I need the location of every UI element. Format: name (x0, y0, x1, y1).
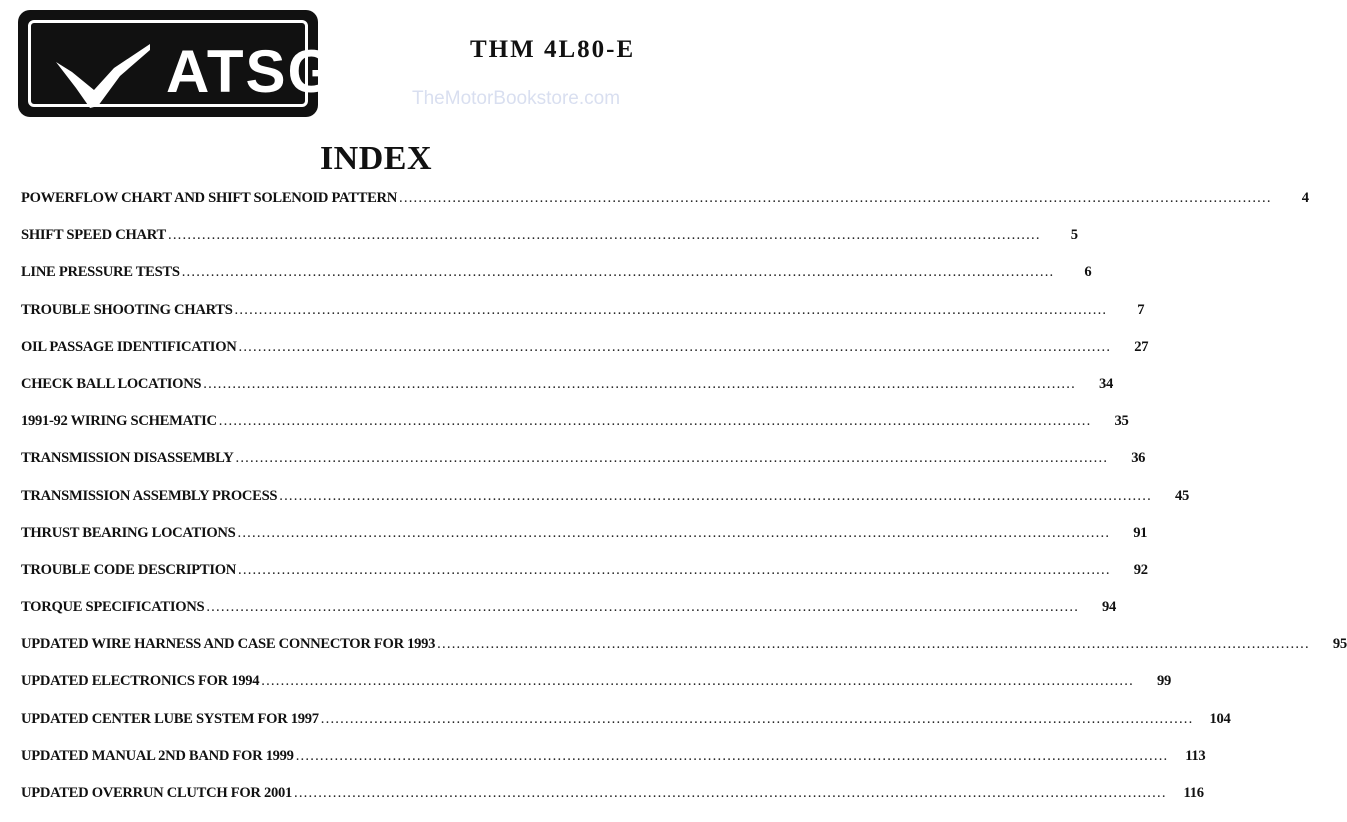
toc-entry-label: THRUST BEARING LOCATIONS (21, 524, 236, 541)
toc-entry-page: 45 (1174, 487, 1189, 504)
checkmark-icon (18, 10, 337, 117)
toc-dot-leader (238, 339, 1111, 356)
toc-entry (21, 413, 1129, 450)
toc-dot-leader (182, 264, 1055, 281)
toc-entry-page: 104 (1209, 710, 1231, 727)
toc-entry (21, 227, 1078, 264)
document-title: THM 4L80-E (470, 36, 636, 63)
toc-entry (21, 264, 1092, 301)
toc-entry-label: UPDATED WIRE HARNESS AND CASE CONNECTOR FOR 1993 (21, 636, 436, 653)
toc-entry-label: OIL PASSAGE IDENTIFICATION (21, 338, 237, 355)
toc-entry-label: SHIFT SPEED CHART (21, 227, 166, 244)
toc-entry-label: LINE PRESSURE TESTS (21, 264, 180, 281)
toc-dot-leader (206, 599, 1079, 616)
toc-entry-page: 27 (1134, 338, 1149, 355)
logo-text: ATSG (166, 38, 337, 105)
toc-entry-page: 92 (1133, 561, 1148, 578)
watermark: TheMotorBookstore.com (412, 88, 621, 109)
toc-entry-page: 99 (1156, 673, 1171, 690)
toc-entry-label: 1991-92 WIRING SCHEMATIC (21, 413, 217, 430)
toc-entry (21, 301, 1145, 339)
toc-dot-leader (203, 376, 1076, 393)
toc-dot-leader (294, 785, 1167, 802)
toc-dot-leader (238, 562, 1111, 579)
toc-entry-page: 7 (1137, 301, 1145, 318)
toc-entry (21, 190, 1309, 227)
toc-entry-page: 36 (1131, 450, 1146, 467)
toc-entry-page: 34 (1098, 375, 1113, 392)
toc-entry (21, 636, 1347, 673)
toc-dot-leader (279, 488, 1152, 505)
toc-entry (21, 599, 1117, 636)
toc-entry-label: UPDATED MANUAL 2ND BAND FOR 1999 (21, 747, 294, 764)
toc-dot-leader (168, 227, 1041, 244)
toc-entry (21, 747, 1206, 785)
toc-entry (21, 487, 1189, 525)
toc-entry-label: CHECK BALL LOCATIONS (21, 375, 202, 392)
toc-entry-page: 116 (1183, 785, 1204, 801)
toc-entry-label: TROUBLE SHOOTING CHARTS (21, 301, 233, 318)
toc-dot-leader (235, 450, 1108, 467)
toc-entry-page: 95 (1332, 636, 1347, 653)
toc-entry-page: 5 (1070, 227, 1078, 244)
toc-entry-page: 94 (1102, 599, 1117, 616)
toc-dot-leader (437, 636, 1310, 653)
toc-entry-page: 113 (1185, 747, 1206, 764)
toc-dot-leader (237, 525, 1110, 542)
toc-entry-label: UPDATED ELECTRONICS FOR 1994 (21, 673, 260, 690)
toc-entry-label: TROUBLE CODE DESCRIPTION (21, 561, 236, 578)
toc-entry (21, 524, 1148, 562)
toc-entry (21, 375, 1113, 413)
toc-entry-page: 4 (1301, 190, 1309, 206)
toc-dot-leader (261, 673, 1134, 690)
toc-dot-leader (399, 190, 1272, 207)
toc-entry (21, 450, 1146, 487)
toc-entry-label: TORQUE SPECIFICATIONS (21, 599, 205, 616)
toc-entry-label: POWERFLOW CHART AND SHIFT SOLENOID PATTERN (21, 190, 397, 206)
toc-entry-label: TRANSMISSION DISASSEMBLY (21, 450, 234, 467)
toc-entry-page: 35 (1114, 413, 1129, 430)
toc-dot-leader (321, 711, 1194, 728)
toc-dot-leader (296, 748, 1169, 765)
toc-entry (21, 338, 1149, 376)
toc-entry (21, 710, 1231, 748)
toc-dot-leader (235, 302, 1108, 319)
toc-entry-label: UPDATED OVERRUN CLUTCH FOR 2001 (21, 785, 292, 801)
toc-dot-leader (219, 413, 1092, 430)
index-heading: INDEX (319, 140, 433, 177)
toc-entry-label: TRANSMISSION ASSEMBLY PROCESS (21, 487, 278, 504)
toc-entry (21, 561, 1148, 599)
table-of-contents (21, 190, 1347, 822)
atsg-logo (18, 10, 337, 117)
toc-entry (21, 673, 1171, 710)
toc-entry-page: 6 (1084, 264, 1092, 281)
toc-entry-page: 91 (1133, 524, 1148, 541)
toc-entry-label: UPDATED CENTER LUBE SYSTEM FOR 1997 (21, 710, 319, 727)
toc-entry (21, 785, 1204, 822)
